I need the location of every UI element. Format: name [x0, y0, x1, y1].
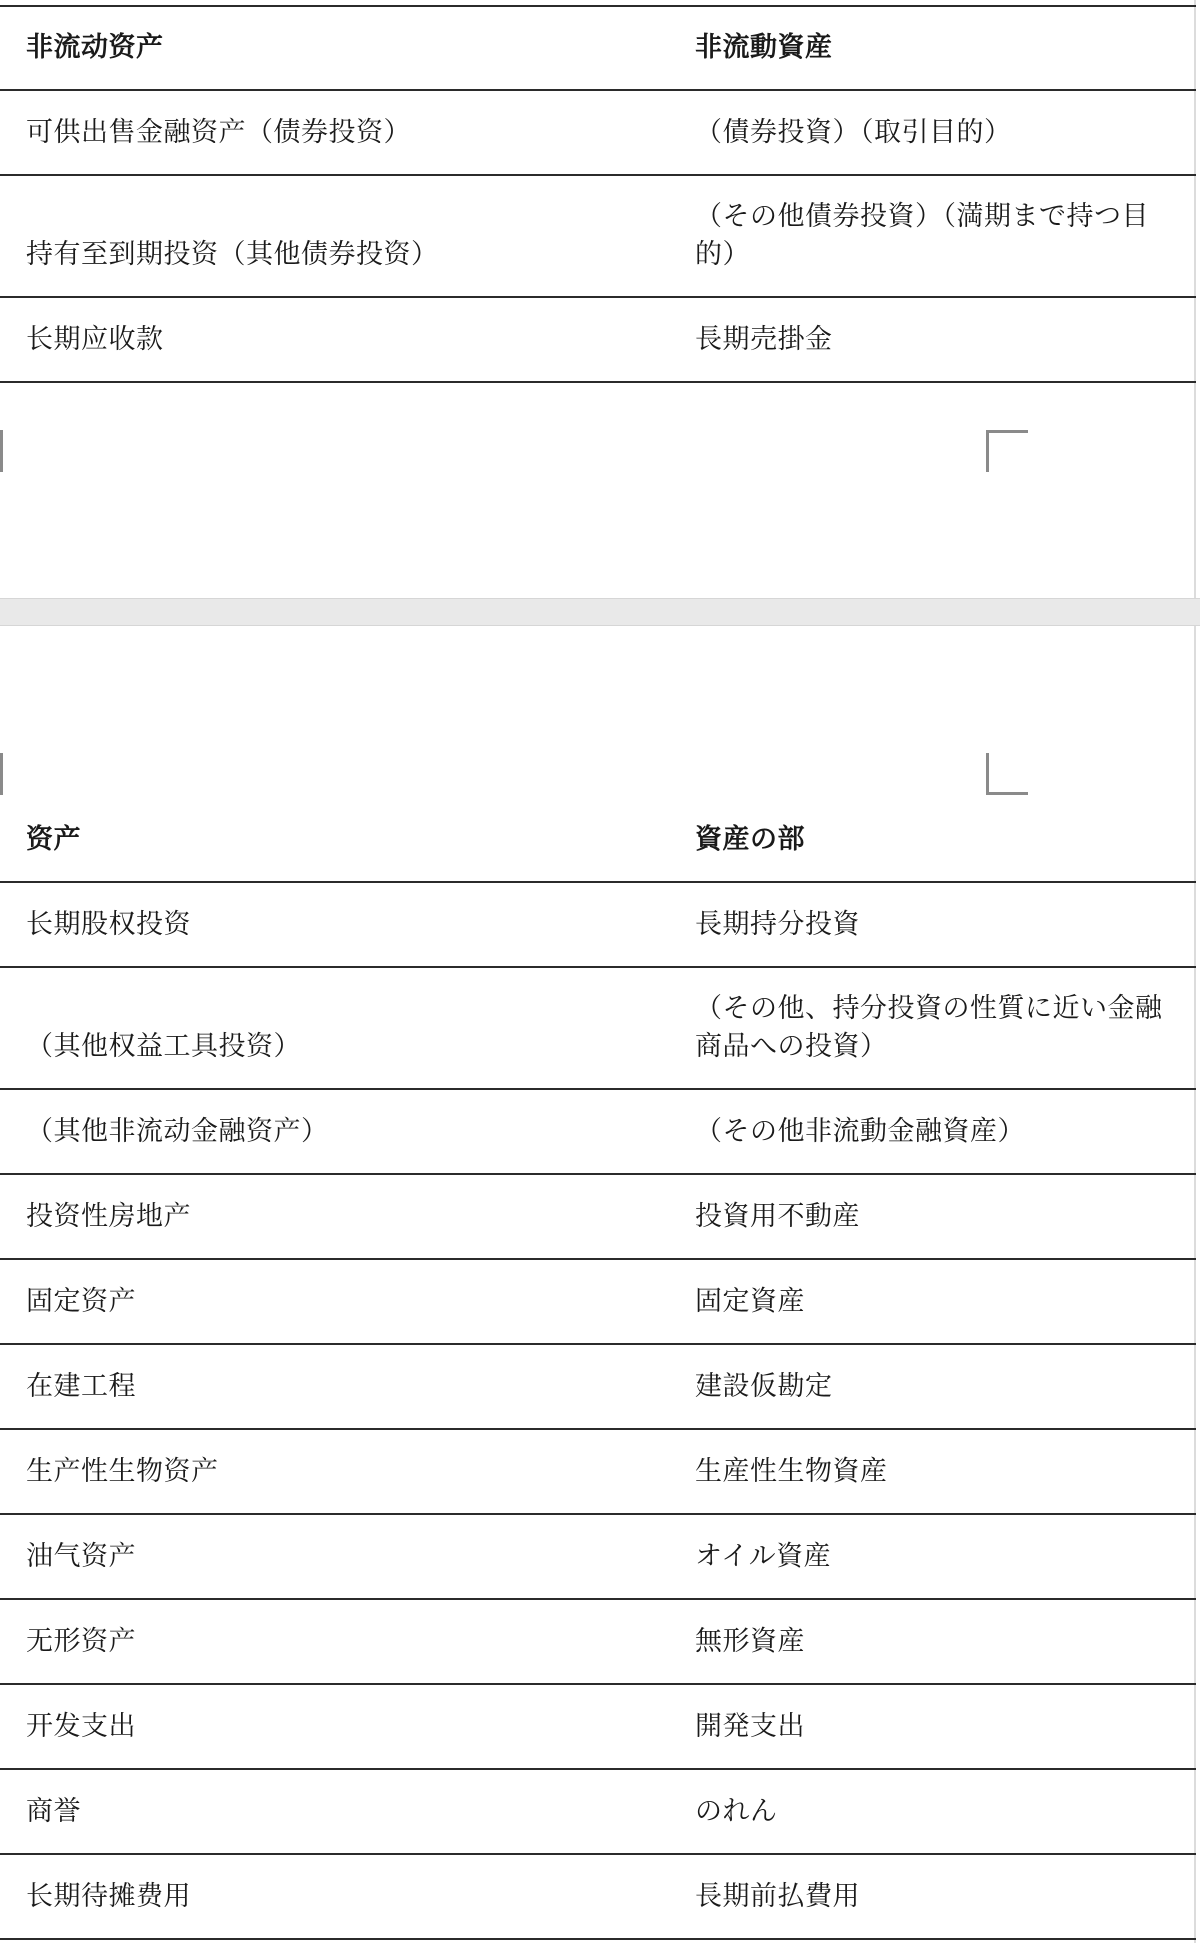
table-row	[0, 967, 1196, 1089]
cell-chinese: 开发支出	[0, 1684, 670, 1769]
header-japanese: 資産の部	[670, 798, 1196, 882]
cell-chinese: （其他非流动金融资产）	[0, 1089, 670, 1174]
table-header-row	[0, 798, 1196, 882]
crop-mark	[986, 430, 1028, 472]
cell-japanese: 長期持分投資	[670, 882, 1196, 967]
header-chinese: 非流动资产	[0, 6, 670, 90]
cell-japanese: 開発支出	[670, 1684, 1196, 1769]
table-row	[0, 882, 1196, 967]
cell-chinese: 可供出售金融资产（债券投资）	[0, 90, 670, 175]
crop-mark	[0, 753, 3, 795]
table-row	[0, 1854, 1196, 1939]
cell-japanese: 長期前払費用	[670, 1854, 1196, 1939]
cell-chinese: 油气资产	[0, 1514, 670, 1599]
cell-chinese: 商誉	[0, 1769, 670, 1854]
document-page-top	[0, 0, 1196, 598]
cell-chinese: 长期股权投资	[0, 882, 670, 967]
cell-japanese: 投資用不動産	[670, 1174, 1196, 1259]
table-row	[0, 1259, 1196, 1344]
cell-japanese: （その他、持分投資の性質に近い金融商品への投資）	[670, 967, 1196, 1089]
cell-japanese: 生産性生物資産	[670, 1429, 1196, 1514]
table-row	[0, 1769, 1196, 1854]
table-row	[0, 1429, 1196, 1514]
cell-chinese: 持有至到期投资（其他债券投资）	[0, 175, 670, 297]
table-row	[0, 1684, 1196, 1769]
table-row	[0, 1344, 1196, 1429]
cell-japanese: オイル資産	[670, 1514, 1196, 1599]
cell-japanese: 固定資産	[670, 1259, 1196, 1344]
cell-japanese: のれん	[670, 1769, 1196, 1854]
cell-chinese: 长期应收款	[0, 297, 670, 382]
cell-japanese: （その他非流動金融資産）	[670, 1089, 1196, 1174]
cell-japanese: 長期売掛金	[670, 297, 1196, 382]
table-row	[0, 297, 1196, 382]
cell-japanese: （債券投資）（取引目的）	[670, 90, 1196, 175]
table-row	[0, 1599, 1196, 1684]
page-separator	[0, 598, 1200, 626]
header-chinese: 资产	[0, 798, 670, 882]
table-row	[0, 1174, 1196, 1259]
cell-chinese: 固定资产	[0, 1259, 670, 1344]
cell-chinese: 在建工程	[0, 1344, 670, 1429]
cell-chinese: 生产性生物资产	[0, 1429, 670, 1514]
table-header-row	[0, 6, 1196, 90]
cell-japanese: 建設仮勘定	[670, 1344, 1196, 1429]
cell-japanese: （その他債券投資）（満期まで持つ目的）	[670, 175, 1196, 297]
cell-japanese: 無形資産	[670, 1599, 1196, 1684]
assets-table	[0, 798, 1196, 1940]
table-row	[0, 175, 1196, 297]
cell-chinese: 无形资产	[0, 1599, 670, 1684]
cell-chinese: 长期待摊费用	[0, 1854, 670, 1939]
cell-chinese: （其他权益工具投资）	[0, 967, 670, 1089]
non-current-assets-table	[0, 5, 1196, 383]
table-row	[0, 1514, 1196, 1599]
crop-mark	[986, 753, 1028, 795]
crop-mark	[0, 430, 3, 472]
table-row	[0, 1089, 1196, 1174]
cell-chinese: 投资性房地产	[0, 1174, 670, 1259]
table-row	[0, 90, 1196, 175]
header-japanese: 非流動資産	[670, 6, 1196, 90]
